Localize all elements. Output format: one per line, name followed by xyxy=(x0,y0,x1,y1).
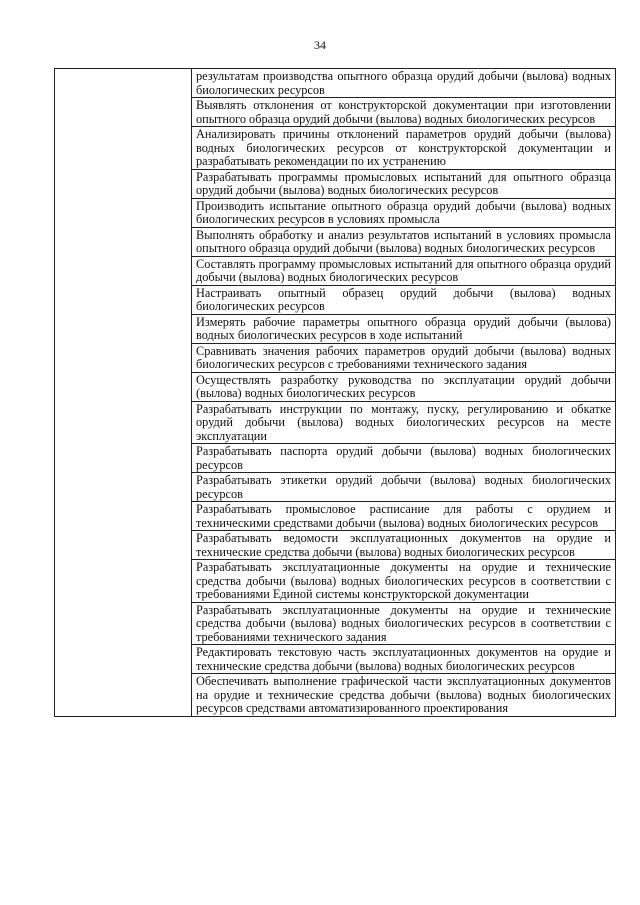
skill-text-cell: Производить испытание опытного образца орудий добычи (вылова) водных биологических ресурсов в условиях промысла xyxy=(192,198,616,227)
empty-left-column-cell xyxy=(55,69,192,717)
page-number: 34 xyxy=(314,38,326,52)
skill-text-cell: Разрабатывать паспорта орудий добычи (вылова) водных биологических ресурсов xyxy=(192,444,616,473)
skill-text-cell: Разрабатывать этикетки орудий добычи (вылова) водных биологических ресурсов xyxy=(192,473,616,502)
skill-text-cell: Выполнять обработку и анализ результатов испытаний в условиях промысла опытного образца орудий добычи (вылова) водных биологических ресурсов xyxy=(192,227,616,256)
skill-text-cell: результатам производства опытного образца орудий добычи (вылова) водных биологических ресурсов xyxy=(192,69,616,98)
skill-text-cell: Разрабатывать инструкции по монтажу, пуску, регулированию и обкатке орудий добычи (вылова) водных биологических ресурсов на месте эксплуатации xyxy=(192,401,616,444)
skill-text-cell: Разрабатывать ведомости эксплуатационных документов на орудие и технические средства добычи (вылова) водных биологических ресурсов xyxy=(192,531,616,560)
table-body xyxy=(55,69,616,717)
skill-text-cell: Разрабатывать эксплуатационные документы на орудие и технические средства добычи (вылова) водных биологических ресурсов в соответствии с требованиями Единой системы конструкторской документации xyxy=(192,560,616,603)
skills-table xyxy=(54,68,616,717)
skill-text-cell: Выявлять отклонения от конструкторской документации при изготовлении опытного образца орудий добычи (вылова) водных биологических ресурсов xyxy=(192,98,616,127)
skill-text-cell: Сравнивать значения рабочих параметров орудий добычи (вылова) водных биологических ресурсов с требованиями технического задания xyxy=(192,343,616,372)
skill-text-cell: Измерять рабочие параметры опытного образца орудий добычи (вылова) водных биологических ресурсов в ходе испытаний xyxy=(192,314,616,343)
skill-text-cell: Разрабатывать промысловое расписание для работы с орудием и техническими средствами добычи (вылова) водных биологических ресурсов xyxy=(192,502,616,531)
skill-text-cell: Разрабатывать эксплуатационные документы на орудие и технические средства добычи (вылова) водных биологических ресурсов в соответствии с требованиями технического задания xyxy=(192,602,616,645)
skill-text-cell: Обеспечивать выполнение графической части эксплуатационных документов на орудие и технические средства добычи (вылова) водных биологических ресурсов средствами автоматизированного проектирования xyxy=(192,674,616,717)
skill-text-cell: Редактировать текстовую часть эксплуатационных документов на орудие и технические средства добычи (вылова) водных биологических ресурсов xyxy=(192,645,616,674)
skill-text-cell: Разрабатывать программы промысловых испытаний для опытного образца орудий добычи (вылова) водных биологических ресурсов xyxy=(192,169,616,198)
skill-text-cell: Осуществлять разработку руководства по эксплуатации орудий добычи (вылова) водных биологических ресурсов xyxy=(192,372,616,401)
skill-text-cell: Составлять программу промысловых испытаний для опытного образца орудий добычи (вылова) водных биологических ресурсов xyxy=(192,256,616,285)
skill-text-cell: Анализировать причины отклонений параметров орудий добычи (вылова) водных биологических ресурсов от конструкторской документации и разрабатывать рекомендации по их устранению xyxy=(192,127,616,170)
skill-text-cell: Настраивать опытный образец орудий добычи (вылова) водных биологических ресурсов xyxy=(192,285,616,314)
table-row xyxy=(55,69,616,98)
